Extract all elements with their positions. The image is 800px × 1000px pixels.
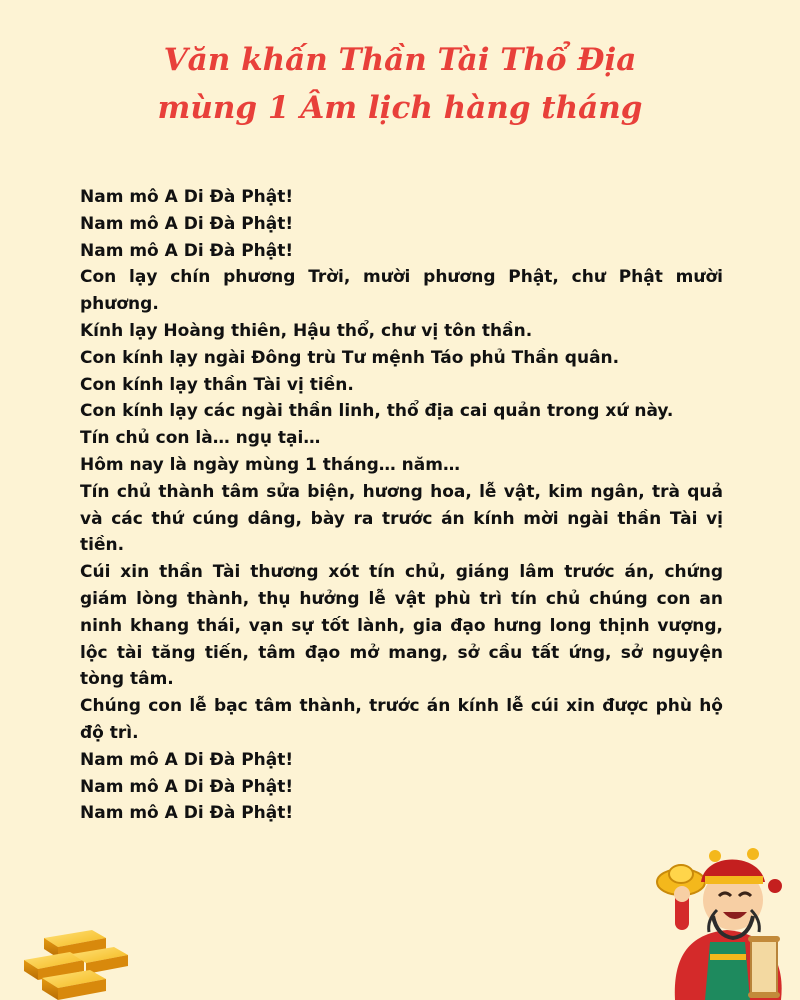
prayer-line: Nam mô A Di Đà Phật! — [80, 776, 294, 797]
page-title-line-1: Văn khấn Thần Tài Thổ Địa — [163, 42, 637, 78]
page-title-line-2: mùng 1 Âm lịch hàng tháng — [157, 90, 643, 126]
prayer-line: Nam mô A Di Đà Phật! — [80, 803, 294, 824]
prayer-line: Con kính lạy các ngài thần linh, thổ địa cai quản trong xứ này. — [80, 401, 674, 422]
prayer-line: Nam mô A Di Đà Phật! — [80, 240, 294, 261]
prayer-line: Con kính lạy ngài Đông trù Tư mệnh Táo phủ Thần quân. — [80, 347, 620, 368]
prayer-text — [80, 184, 723, 827]
prayer-line: Nam mô A Di Đà Phật! — [80, 749, 294, 770]
prayer-line: Nam mô A Di Đà Phật! — [80, 213, 294, 234]
gold-bars-icon — [14, 920, 134, 1000]
prayer-line: Kính lạy Hoàng thiên, Hậu thổ, chư vị tôn thần. — [80, 320, 533, 341]
prayer-line: Tín chủ thành tâm sửa biện, hương hoa, lễ vật, kim ngân, trà quả và các thứ cúng dâng, bày ra trước án kính mời ngài thần Tài vị tiền. — [80, 481, 723, 556]
prayer-line: Nam mô A Di Đà Phật! — [80, 187, 294, 207]
prayer-line: Tín chủ con là… ngụ tại… — [80, 428, 321, 449]
god-of-wealth-icon — [655, 842, 800, 1000]
prayer-line: Cúi xin thần Tài thương xót tín chủ, giáng lâm trước án, chứng giám lòng thành, thụ hưởng lễ vật phù trì tín chủ chúng con an ninh khang thái, vạn sự tốt lành, gia đạo hưng long thịnh vượng, lộc tài tăng tiến, tâm đạo mở mang, sở cầu tất ứng, sở nguyện tòng tâm. — [80, 562, 723, 690]
prayer-line: Con lạy chín phương Trời, mười phương Phật, chư Phật mười phương. — [80, 267, 723, 315]
prayer-line: Chúng con lễ bạc tâm thành, trước án kính lễ cúi xin được phù hộ độ trì. — [80, 696, 723, 743]
prayer-line: Con kính lạy thần Tài vị tiền. — [80, 374, 354, 395]
prayer-line: Hôm nay là ngày mùng 1 tháng… năm… — [80, 454, 460, 475]
